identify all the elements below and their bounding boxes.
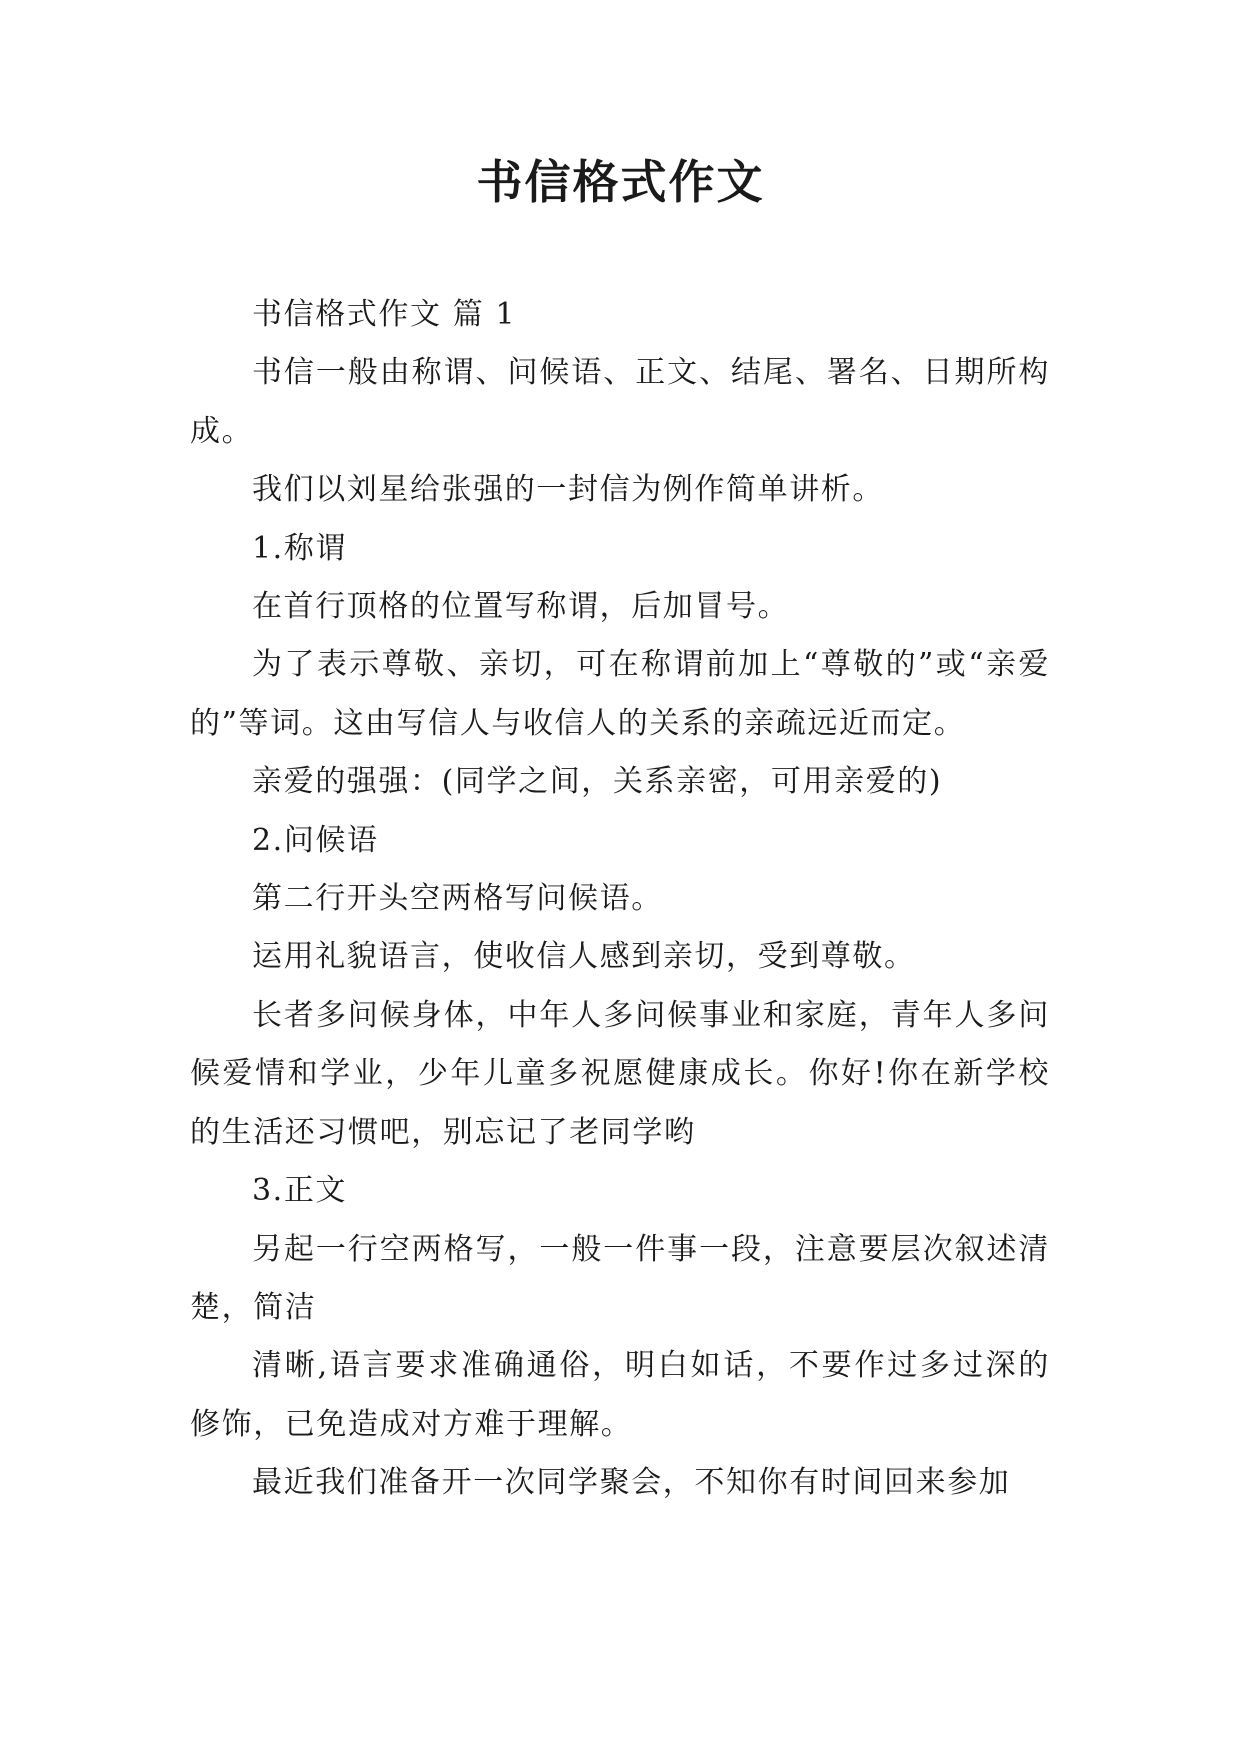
subheading: 2.问候语 [252,822,379,858]
subheading: 3.正文 [252,1173,348,1209]
section-heading: 书信格式作文 篇 1 [252,297,517,332]
document-title: 书信格式作文 [476,155,765,209]
subheading: 1.称谓 [252,530,348,566]
paragraph: 为了表示尊敬、亲切，可在称谓前加上“尊敬的”或“亲爱的”等词。这由写信人与收信人的关系的亲疏远近而定。 [190,647,1050,741]
paragraph: 第二行开头空两格写问候语。 [252,881,663,917]
document-body [190,286,1050,1513]
paragraph: 另起一行空两格写，一般一件事一段，注意要层次叙述清楚，简洁 [190,1231,1050,1325]
paragraph: 最近我们准备开一次同学聚会，不知你有时间回来参加 [252,1465,1011,1501]
paragraph: 长者多问候身体，中年人多问候事业和家庭，青年人多问候爱情和学业，少年儿童多祝愿健康成长。你好!你在新学校的生活还习惯吧，别忘记了老同学哟 [190,997,1050,1150]
paragraph: 清晰,语言要求准确通俗，明白如话，不要作过多过深的修饰，已免造成对方难于理解。 [190,1348,1050,1442]
paragraph: 运用礼貌语言，使收信人感到亲切，受到尊敬。 [252,939,916,975]
paragraph: 我们以刘星给张强的一封信为例作简单讲析。 [252,472,884,508]
paragraph: 在首行顶格的位置写称谓，后加冒号。 [252,589,790,625]
paragraph: 书信一般由称谓、问候语、正文、结尾、署名、日期所构成。 [190,355,1050,449]
paragraph: 亲爱的强强：(同学之间，关系亲密，可用亲爱的) [252,764,943,800]
